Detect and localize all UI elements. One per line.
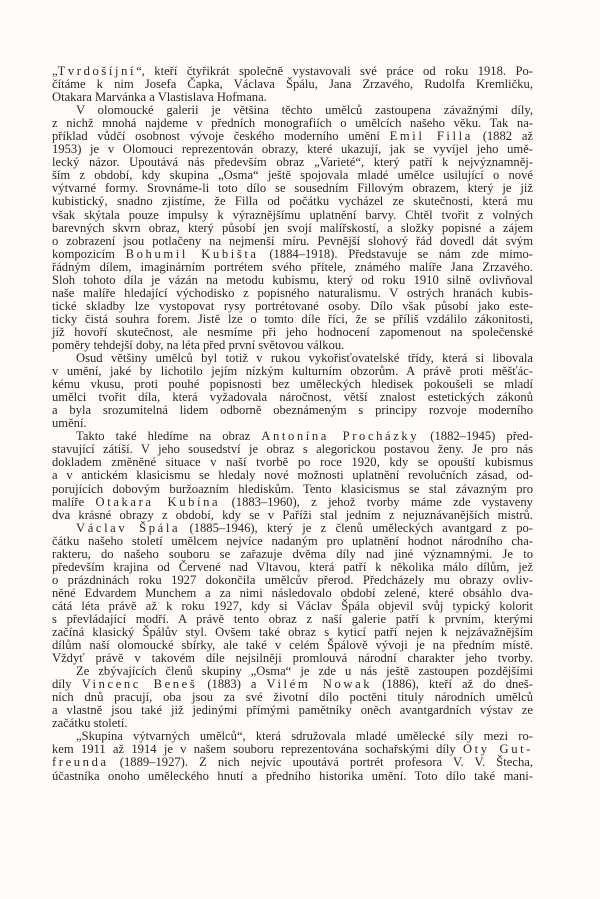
text-line: jíž hovoří skutečnost, ale nesmíme při jeho hodnocení zapomenout na společenské: [52, 324, 533, 339]
spaced-name: Václav Špála: [76, 520, 181, 535]
spaced-name: Vincenc Beneš: [81, 677, 198, 692]
spaced-name: Otakara Kubína: [95, 494, 221, 509]
text-line: poměry tehdejší doby, na léta před první světovou válkou.: [52, 337, 345, 352]
text-line: Osud většiny umělců byl totiž v rukou vykořisťovatelské třídy, která si libovala: [76, 351, 533, 366]
text-line: malíře Otakara Kubína (1883–1960), z jehož tvorby máme zde vystaveny: [52, 494, 533, 509]
text-line: cátá léta právě až k roku 1927, kdy si Václav Špála objevil svůj typický kolorit: [52, 598, 533, 613]
text-line: především krajina od Červené nad Vltavou, která patří k několika málo dílům, jež: [52, 559, 533, 574]
spaced-name: Tvrdošíjní: [57, 64, 137, 78]
spaced-name: Oty Gut-: [462, 742, 533, 757]
text-line: umění.: [52, 416, 87, 431]
text-line: ším z období, kdy skupina „Osma“ ještě spojovala mladé umělce usilující o nové: [52, 168, 533, 183]
spaced-name: Bohumil Kubišta: [125, 246, 259, 261]
text-line: dokladem změněné situace v naší tvorbě po roce 1920, kdy se opouští kubismus: [52, 455, 533, 470]
text-line: řádným dílem, imaginárním portrétem svého přítele, známého malíře Jana Zrzavého.: [52, 259, 533, 274]
text-line: kompozicím Bohumil Kubišta (1884–1918). Představuje se nám zde mimo-: [52, 246, 533, 261]
text-line: čátku našeho století umělcem nejvíce nadaným pro uplatnění hodnot národního cha-: [52, 533, 533, 548]
text-line: porujících dobovým buržoazním hlediskům. Tento klasicismus se stal závazným pro: [52, 481, 533, 496]
text-line: Vždyť právě v takovém díle nejsilněji promlouvá národní charakter jeho tvorby.: [52, 651, 533, 666]
text-line: účastníka onoho uměleckého hnutí a předního historika umění. Toto dílo také mani-: [52, 768, 533, 783]
text-line: kému vkusu, proti pouhé popisnosti bez uměleckých hledisek pokoušeli se mladí: [52, 377, 533, 392]
text-line: naše malíře hledající východisko z popisného naturalismu. V ostrých hranách kubis-: [52, 285, 533, 300]
text-line: dva krásné obrazy z období, kdy se v Paříži stal jedním z nejuznávanějších mistrů.: [52, 507, 533, 522]
spaced-name: Emil Filla: [389, 129, 473, 144]
text-line: výtvarné formy. Srovnáme-li toto dílo se sousedním Fillovým obrazem, který je již: [52, 181, 533, 196]
text-line: freunda (1889–1927). Z nich nejvíc upoutává portrét profesora V. V. Štecha,: [52, 755, 533, 770]
text-line: V olomoucké galerii je většina těchto umělců zastoupena závažnými díly,: [76, 103, 533, 118]
text-line: s převládající modří. A právě tento obraz z naší galerie patří k prvním, kterými: [52, 611, 533, 626]
text-line: z nichž mnohá najdeme v předních monografiích o umělcích našeho věku. Tak na-: [52, 116, 533, 131]
text-line: v umění, jaké by lichotilo jejím nízkým kulturním obzorům. A právě proti měšťác-: [52, 364, 533, 379]
text-line: čítáme k nim Josefa Čapka, Václava Špálu, Jana Zrzavého, Rudolfa Kremličku,: [52, 77, 533, 92]
spaced-name: Vilém Nowak: [266, 677, 373, 692]
text-line: příklad vůdčí osobnost vývoje českého moderního umění Emil Filla (1882 až: [52, 129, 534, 144]
text-line: Ze zbývajících členů skupiny „Osma“ je zde u nás ještě zastoupen pozdějšími: [76, 664, 533, 679]
text-line: ticky čistá souhra forem. Jistě lze o tomto díle říci, že se příliš vzdálilo zákonitosti,: [52, 311, 533, 326]
text-line: o zobrazení jsou potlačeny na nejmenší míru. Pevnější slohový řád dovedl dát svým: [52, 233, 533, 248]
text-line: „Tvrdošíjní“, kteří čtyřikrát společně vystavovali své práce od roku 1918. Po-: [52, 64, 533, 78]
spaced-name: Antonína Procházky: [261, 429, 420, 444]
text-line: stavující zátiší. V jeho sousedství je obraz s alegorickou postavou ženy. Je pro nás: [52, 442, 533, 457]
text-line: barevných skvrn obraz, který působí jen svojí malířskostí, a složky popisné a zájem: [52, 220, 533, 235]
text-line: ních dnů pracují, oba jsou za své životní dílo poctěni tituly národních umělců: [52, 690, 533, 705]
text-line: Otakara Marvánka a Vlastislava Hofmana.: [52, 90, 267, 105]
text-line: o prázdninách roku 1927 dokončila umělcův přerod. Předcházely mu obrazy ovliv-: [52, 572, 533, 587]
text-line: něné Edvardem Munchem a za nimi následovalo období zelené, které obsáhlo dva-: [52, 585, 533, 600]
text-line: a v antickém klasicismu se hledaly nové možnosti uplatnění revolučních zásad, od-: [52, 468, 533, 483]
text-line: rakteru, do našeho souboru se zařazuje dvěma díly nad jiné významnými. Je to: [52, 546, 533, 561]
text-line: Takto také hledíme na obraz Antonína Procházky (1882–1945) před-: [76, 429, 533, 444]
text-line: a byla srozumitelná lidem odborně obeznámeným s principy rozvoje moderního: [52, 403, 533, 418]
text-line: 1953) je v Olomouci reprezentován obrazy, které ukazují, jak se vyvíjel jeho umě-: [52, 142, 533, 157]
text-line: tické skladby lze vystopovat rysy portrétované osoby. Dílo však působí jako este-: [52, 298, 533, 313]
text-line: Sloh tohoto díla je vázán na metodu kubismu, který od roku 1910 silně ovlivňoval: [52, 272, 533, 287]
text-line: kubistický, snadno zjistíme, že Filla od počátku vycházel ze skutečnosti, která mu: [52, 194, 533, 209]
text-line: začátku století.: [52, 716, 128, 731]
text-line: umělci tvořit díla, která vyžadovala náročnost, větší znalost estetických zákonů: [52, 390, 533, 405]
text-line: však skýtala pouze impulsy k výraznějšímu uplatnění barvy. Chtěl tvořit z volných: [52, 207, 533, 222]
text-line: dílům naší olomoucké sbírky, ale také v celém Špálově vývoji je na předním místě.: [52, 638, 533, 653]
body-text: [52, 65, 533, 783]
spaced-name: freunda: [52, 755, 109, 770]
text-line: lecký názor. Upoutává nás především obraz „Varieté“, který patří k nejvýznamněj-: [52, 155, 533, 170]
text-line: „Skupina výtvarných umělců“, která sdružovala mladé umělecké síly mezi ro-: [76, 729, 533, 744]
text-line: začíná klasický Špálův styl. Ovšem také obraz s kyticí patří nejen k nejzávažnějším: [52, 625, 533, 640]
text-line: díly Vincenc Beneš (1883) a Vilém Nowak (1886), kteří až do dneš-: [52, 677, 533, 692]
text-line: a vlastně jsou také již jedinými přímými pamětníky oněch avantgardních výstav ze: [52, 703, 533, 718]
text-line: kem 1911 až 1914 je v našem souboru reprezentována sochařskými díly Oty Gut-: [52, 742, 533, 757]
text-line: Václav Špála (1885–1946), který je z členů uměleckých avantgard z po-: [76, 520, 533, 535]
